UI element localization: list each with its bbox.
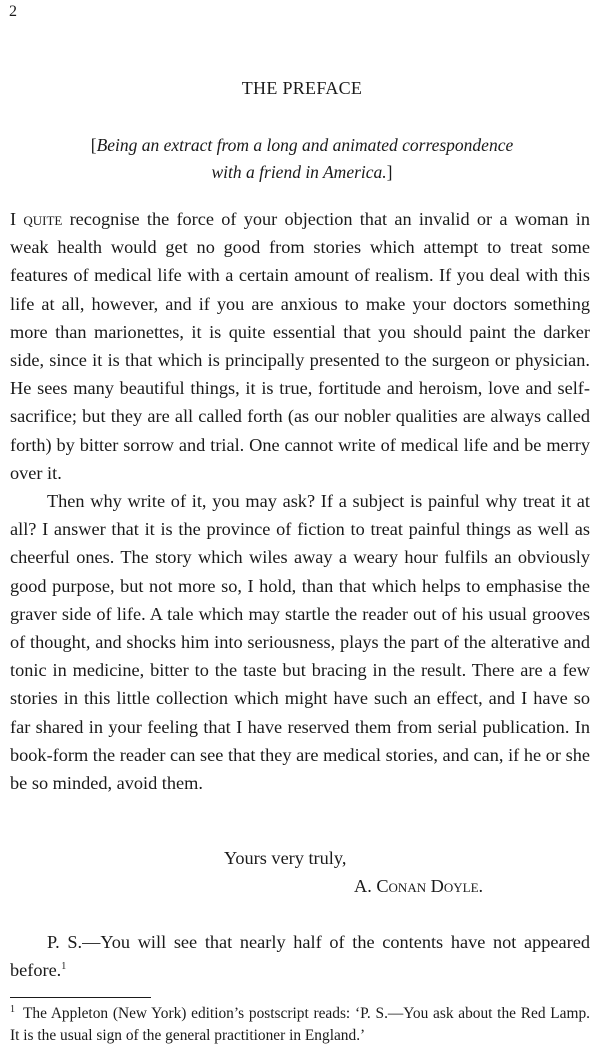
subtitle-open-bracket: [: [90, 135, 97, 155]
paragraph-1-first-word: I: [10, 209, 17, 229]
subtitle-line-2: [0, 159, 604, 186]
signoff-period: .: [478, 876, 484, 896]
footnote-divider: [10, 997, 151, 998]
page-number: 2: [9, 3, 17, 20]
subtitle-text-2: with a friend in America.: [211, 162, 387, 182]
body-text: [10, 205, 590, 797]
footnote-text: The Appleton (New York) edition’s postscript reads: ‘P. S.—You ask about the Red Lamp. It is the usual sign of the general practitioner in England.’: [10, 1005, 590, 1044]
paragraph-2: Then why write of it, you may ask? If a subject is painful why treat it at all? I answer that it is the province of fiction to treat painful things as well as cheerful ones. The story which wiles away a weary hour fulfils an obviously good purpose, but not more so, I hold, than that which helps to emphasise the graver side of life. A tale which may startle the reader out of his usual grooves of thought, and shocks him into seriousness, plays the part of the alterative and tonic in medicine, bitter to the taste but bracing in the result. There are a few stories in this little collection which might have such an effect, and I have so far shared in your feeling that I have reserved them from serial publication. In book-form the reader can see that they are medical stories, and can, if he or she be so minded, avoid them.: [10, 491, 590, 794]
paragraph-1-smallcaps: quite: [23, 209, 63, 229]
signoff-last-name: Doyle: [430, 876, 479, 896]
paragraph-1: [10, 205, 590, 487]
footnote-marker: 1: [10, 1003, 15, 1015]
subtitle: [0, 132, 604, 186]
footnote-reference[interactable]: 1: [61, 961, 67, 973]
page-title: THE PREFACE: [241, 78, 363, 98]
paragraph-1-rest: recognise the force of your objection that an invalid or a woman in weak health would get no good from stories which attempt to treat some features of medical life with a certain amount of realism. If you deal with this life at all, however, and if you are anxious to make your doctors something more than marionettes, it is quite essential that you should paint the darker side, since it is that which is principally presented to the surgeon or physician. He sees many beautiful things, it is true, fortitude and heroism, love and self-sacrifice; but they are all called forth (as our nobler qualities are always called forth) by bitter sorrow and trial. One cannot write of medical life and be merry over it.: [10, 209, 590, 483]
subtitle-close-bracket: ]: [386, 162, 393, 182]
signoff-initial: A.: [354, 876, 377, 896]
signoff-closing: Yours very truly,: [224, 848, 347, 868]
postscript: [10, 928, 590, 984]
signoff-name: [354, 872, 483, 900]
subtitle-text-1: Being an extract from a long and animated correspondence: [96, 135, 514, 155]
subtitle-line-1: [0, 132, 604, 159]
footnote: [10, 1003, 590, 1047]
postscript-text: P. S.—You will see that nearly half of the contents have not appeared before.: [10, 932, 590, 981]
signoff-first-name: Conan: [376, 876, 427, 896]
